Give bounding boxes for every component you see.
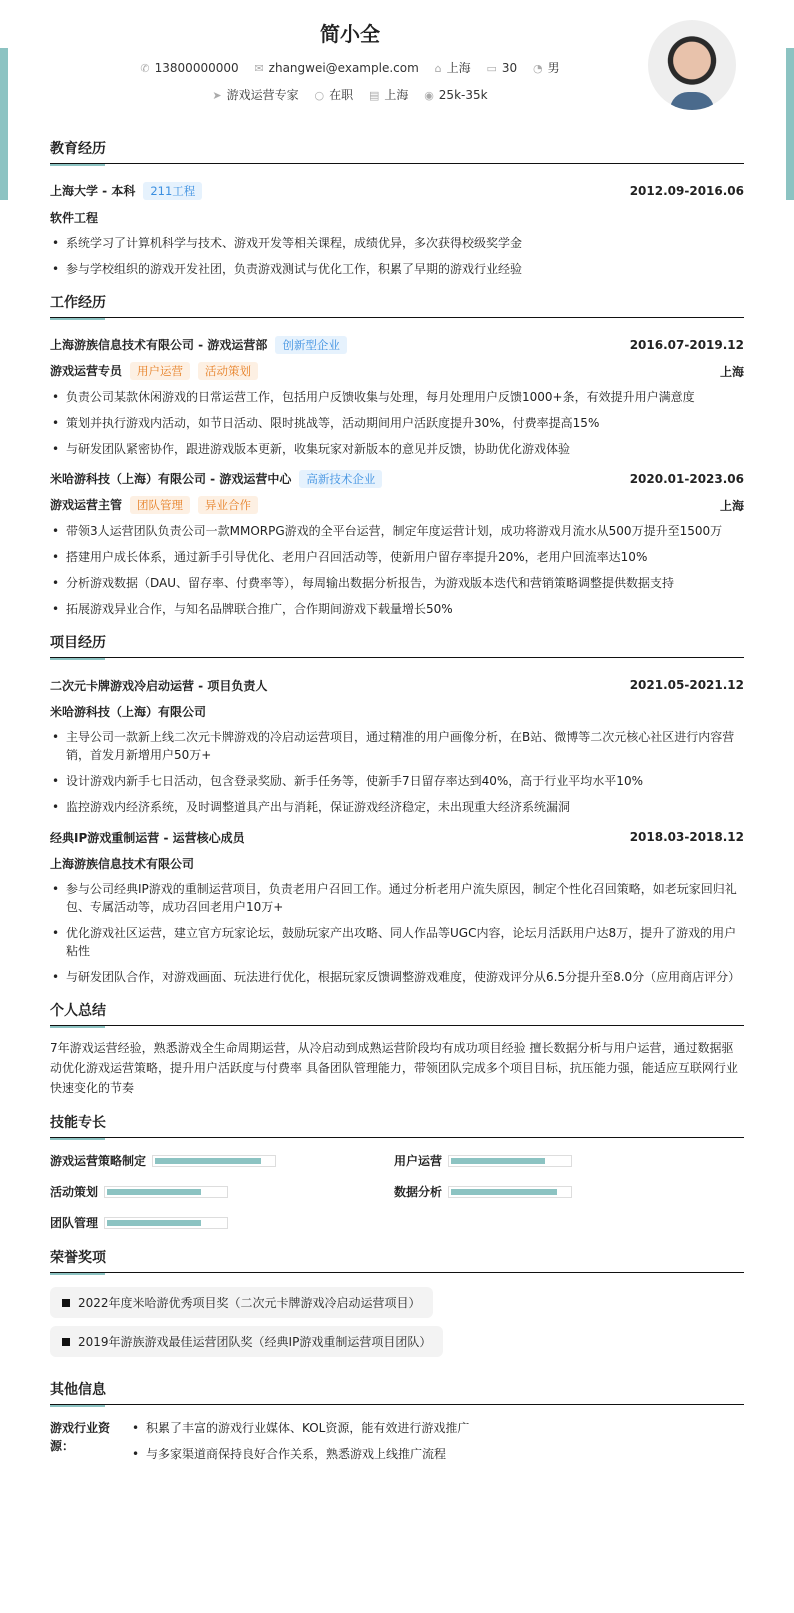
skill-item	[394, 1152, 738, 1169]
list-item: • 设计游戏内新手七日活动，包含登录奖励、新手任务等，使新手7日留存率达到40%，高于行业平均水平10%	[50, 772, 744, 790]
skill-bar-fill	[155, 1158, 261, 1164]
list-item: • 策划并执行游戏内活动，如节日活动、限时挑战等，活动期间用户活跃度提升30%，付费率提高15%	[50, 414, 744, 432]
skill-bar	[104, 1217, 228, 1229]
list-item: • 分析游戏数据（DAU、留存率、付费率等），每周输出数据分析报告，为游戏版本迭代和营销策略调整提供数据支持	[50, 574, 744, 592]
mail-icon: ✉	[254, 62, 264, 75]
summary-section	[50, 1000, 744, 1098]
list-item: • 与研发团队合作，对游戏画面、玩法进行优化，根据玩家反馈调整游戏难度，使游戏评分从6.5分提升至8.0分（应用商店评分）	[50, 968, 744, 986]
company: 上海游族信息技术有限公司 - 游戏运营部	[50, 338, 268, 352]
phone: 13800000000	[154, 61, 239, 75]
skill-bar	[448, 1155, 572, 1167]
other-label: 游戏行业资源：	[50, 1421, 111, 1453]
skill-name: 团队管理	[50, 1216, 99, 1230]
candidate-name: 简小全	[320, 22, 380, 46]
award-item	[50, 1287, 433, 1318]
education-section	[50, 138, 744, 278]
skill-bar-fill	[451, 1189, 557, 1195]
list-item: • 与研发团队紧密协作，跟进游戏版本更新，收集玩家对新版本的意见并反馈，协助优化游戏体验	[50, 440, 744, 458]
phone-icon: ✆	[140, 62, 150, 75]
project-company: 米哈游科技（上海）有限公司	[50, 704, 207, 719]
list-item: • 参与公司经典IP游戏的重制运营项目，负责老用户召回工作。通过分析老用户流失原因，制定个性化召回策略，如老玩家回归礼包、专属活动等，成功召回老用户10万+	[50, 880, 744, 916]
award-item	[50, 1326, 443, 1357]
list-item: • 主导公司一款新上线二次元卡牌游戏的冷启动运营项目，通过精准的用户画像分析，在B站、微博等二次元核心社区进行内容营销，首发月新增用户50万+	[50, 728, 744, 764]
skill-item	[394, 1183, 738, 1200]
role: 游戏运营主管	[50, 498, 123, 512]
school-tag: 211工程	[143, 182, 202, 200]
section-title: 个人总结	[50, 1000, 744, 1026]
list-item: • 搭建用户成长体系，通过新手引导优化、老用户召回活动等，使新用户留存率提升20%，老用户回流率达10%	[50, 548, 744, 566]
role-tag: 活动策划	[198, 362, 258, 380]
list-item: • 带领3人运营团队负责公司一款MMORPG游戏的全平台运营，制定年度运营计划，成功将游戏月流水从500万提升至1500万	[50, 522, 744, 540]
section-title: 其他信息	[50, 1379, 744, 1405]
square-bullet-icon	[62, 1299, 70, 1307]
date: 2020.01-2023.06	[629, 472, 744, 486]
status: 在职	[329, 88, 354, 102]
skill-bar	[448, 1186, 572, 1198]
major: 软件工程	[50, 210, 99, 225]
date: 2021.05-2021.12	[629, 678, 744, 692]
projects-section	[50, 632, 744, 986]
list-item: • 优化游戏社区运营，建立官方玩家论坛，鼓励玩家产出攻略、同人作品等UGC内容，论坛月活跃用户达8万，提升了游戏的用户粘性	[50, 924, 744, 960]
skill-item	[50, 1214, 394, 1231]
gender-icon: ◔	[532, 62, 543, 75]
age: 30	[501, 61, 518, 75]
list-item: • 与多家渠道商保持良好合作关系，熟悉游戏上线推广流程	[130, 1445, 469, 1463]
skill-name: 数据分析	[394, 1185, 443, 1199]
section-title: 荣誉奖项	[50, 1247, 744, 1273]
contact-info-row	[0, 59, 700, 76]
section-title: 项目经历	[50, 632, 744, 658]
gender: 男	[547, 61, 560, 75]
job-intent-row	[0, 86, 700, 103]
list-item: • 负责公司某款休闲游戏的日常运营工作，包括用户反馈收集与处理，每月处理用户反馈1000+条，有效提升用户满意度	[50, 388, 744, 406]
skill-item	[50, 1152, 394, 1169]
role-tag: 团队管理	[130, 496, 190, 514]
award-text: 2019年游族游戏最佳运营团队奖（经典IP游戏重制运营项目团队）	[78, 1335, 432, 1349]
list-item: • 积累了丰富的游戏行业媒体、KOL资源，能有效进行游戏推广	[130, 1419, 469, 1437]
skill-name: 活动策划	[50, 1185, 99, 1199]
skill-name: 游戏运营策略制定	[50, 1154, 147, 1168]
date: 2016.07-2019.12	[629, 338, 744, 352]
awards-section	[50, 1247, 744, 1365]
city: 上海	[719, 364, 744, 379]
skill-bar-fill	[451, 1158, 545, 1164]
send-icon: ➤	[212, 89, 222, 102]
company: 米哈游科技（上海）有限公司 - 游戏运营中心	[50, 472, 292, 486]
skill-bar-fill	[107, 1189, 201, 1195]
skill-item	[50, 1183, 394, 1200]
summary-text: 7年游戏运营经验，熟悉游戏全生命周期运营，从冷启动到成熟运营阶段均有成功项目经验 擅长数据分析与用户运营，通过数据驱动优化游戏运营策略，提升用户活跃度与付费率 具备团队管理能力，带领团队完成多个项目目标，抗压能力强，能适应互联网行业快速变化的节奏	[50, 1041, 738, 1095]
role: 游戏运营专员	[50, 364, 123, 378]
date: 2012.09-2016.06	[629, 184, 744, 198]
school: 上海大学 - 本科	[50, 184, 136, 198]
city: 上海	[384, 88, 409, 102]
email: zhangwei@example.com	[268, 61, 419, 75]
role-tag: 异业合作	[198, 496, 258, 514]
skill-bar	[104, 1186, 228, 1198]
company-tag: 高新技术企业	[299, 470, 382, 488]
square-bullet-icon	[62, 1338, 70, 1346]
section-title: 技能专长	[50, 1112, 744, 1138]
other-section	[50, 1379, 744, 1471]
skills-section	[50, 1112, 744, 1231]
location: 上海	[446, 61, 471, 75]
list-item: • 拓展游戏异业合作，与知名品牌联合推广，合作期间游戏下载量增长50%	[50, 600, 744, 618]
company-tag: 创新型企业	[275, 336, 347, 354]
home-icon: ⌂	[434, 62, 442, 75]
project-company: 上海游族信息技术有限公司	[50, 856, 195, 871]
skill-bar	[152, 1155, 276, 1167]
project-name: 经典IP游戏重制运营 - 运营核心成员	[50, 830, 245, 845]
city: 上海	[719, 498, 744, 513]
project-name: 二次元卡牌游戏冷启动运营 - 项目负责人	[50, 678, 268, 693]
work-section	[50, 292, 744, 618]
right-accent-bar	[786, 48, 794, 200]
list-item: • 监控游戏内经济系统，及时调整道具产出与消耗，保证游戏经济稳定，未出现重大经济系统漏洞	[50, 798, 744, 816]
salary: 25k-35k	[438, 88, 488, 102]
status-icon: ○	[314, 89, 325, 102]
award-text: 2022年度米哈游优秀项目奖（二次元卡牌游戏冷启动运营项目）	[78, 1296, 421, 1310]
skill-bar-fill	[107, 1220, 201, 1226]
position: 游戏运营专家	[226, 88, 299, 102]
salary-icon: ◉	[424, 89, 434, 102]
age-icon: ▭	[486, 62, 497, 75]
list-item: • 系统学习了计算机科学与技术、游戏开发等相关课程，成绩优异，多次获得校级奖学金	[50, 234, 744, 252]
section-title: 教育经历	[50, 138, 744, 164]
list-item: • 参与学校组织的游戏开发社团，负责游戏测试与优化工作，积累了早期的游戏行业经验	[50, 260, 744, 278]
date: 2018.03-2018.12	[629, 830, 744, 844]
section-title: 工作经历	[50, 292, 744, 318]
avatar	[648, 20, 736, 110]
skill-name: 用户运营	[394, 1154, 443, 1168]
role-tag: 用户运营	[130, 362, 190, 380]
building-icon: ▤	[368, 89, 380, 102]
